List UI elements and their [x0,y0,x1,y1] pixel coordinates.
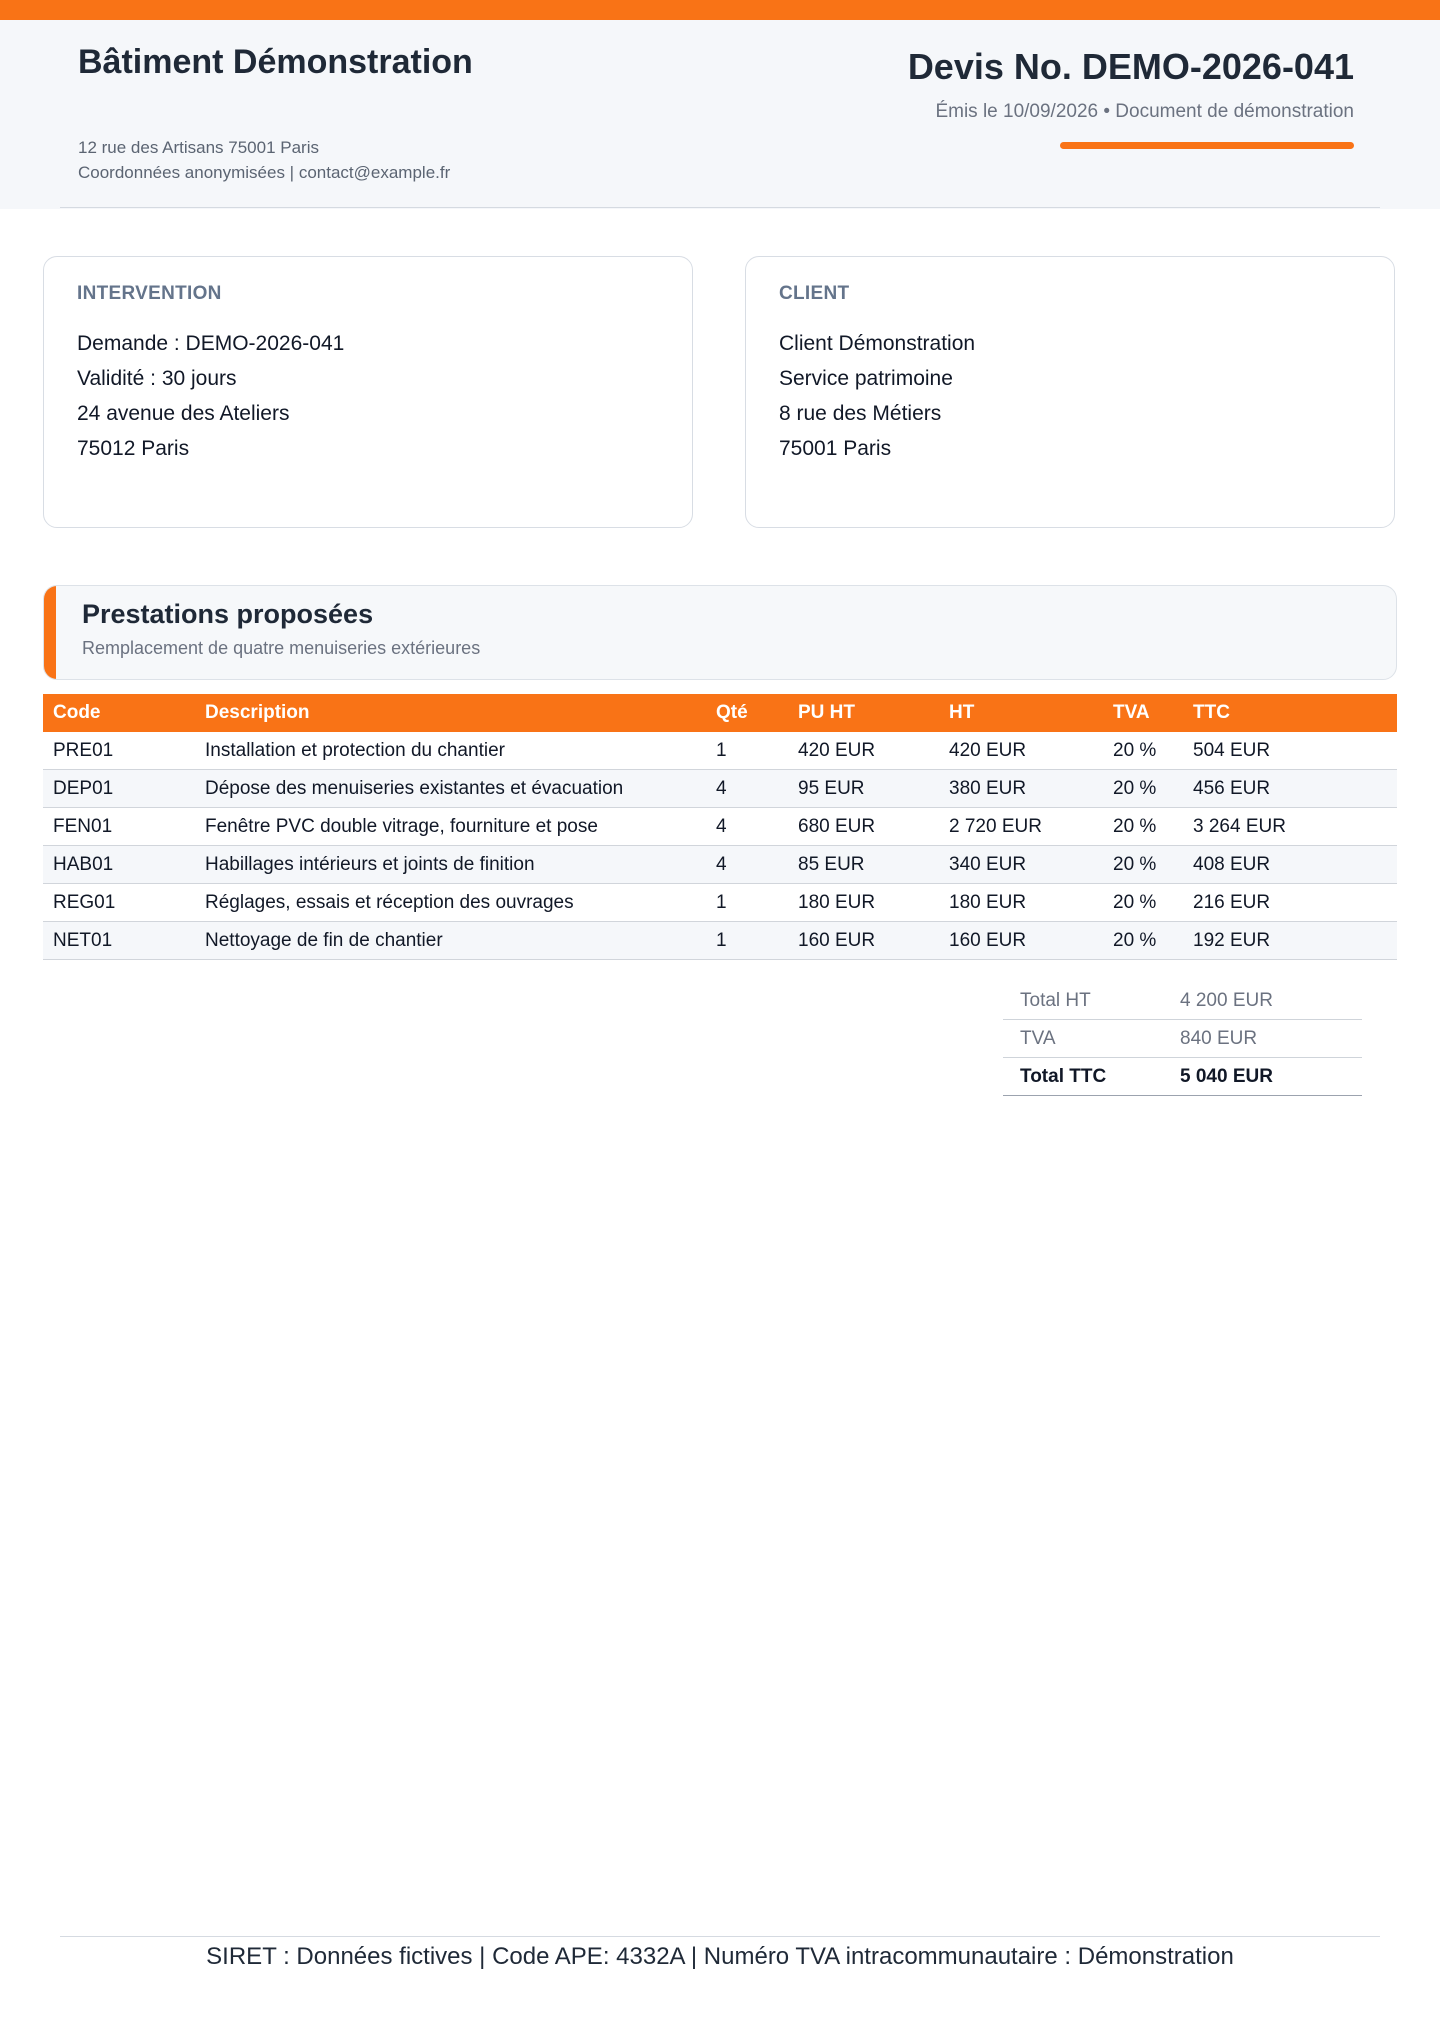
column-header-code: Code [43,694,195,732]
cell-description: Dépose des menuiseries existantes et évacuation [195,770,706,808]
cell-code: REG01 [43,884,195,922]
cell-description: Fenêtre PVC double vitrage, fourniture et pose [195,808,706,846]
table-row [43,922,1397,960]
cell-description: Nettoyage de fin de chantier [195,922,706,960]
column-header-quantity: Qté [706,694,788,732]
cell-code: HAB01 [43,846,195,884]
title-accent-line [1060,142,1354,149]
totals-table [1003,982,1362,1096]
cell-description: Installation et protection du chantier [195,732,706,770]
cell-unit-price: 680 EUR [788,808,939,846]
total-value: 5 040 EUR [1163,1058,1362,1096]
cell-tva: 20 % [1103,732,1183,770]
cell-ht: 160 EUR [939,922,1103,960]
cell-ttc: 504 EUR [1183,732,1397,770]
cell-ht: 2 720 EUR [939,808,1103,846]
cell-ht: 420 EUR [939,732,1103,770]
cell-quantity: 4 [706,770,788,808]
cell-code: NET01 [43,922,195,960]
cell-tva: 20 % [1103,770,1183,808]
company-address [78,135,450,185]
cell-ttc: 456 EUR [1183,770,1397,808]
cell-tva: 20 % [1103,846,1183,884]
cell-unit-price: 95 EUR [788,770,939,808]
cell-code: PRE01 [43,732,195,770]
cell-ttc: 3 264 EUR [1183,808,1397,846]
total-value: 4 200 EUR [1163,982,1362,1020]
cell-tva: 20 % [1103,884,1183,922]
company-name: Bâtiment Démonstration [78,43,473,81]
quote-title: Devis No. DEMO-2026-041 [907,46,1354,87]
cell-quantity: 1 [706,732,788,770]
cell-ttc: 216 EUR [1183,884,1397,922]
section-title: Prestations proposées [82,599,374,629]
table-row [43,846,1397,884]
cell-ttc: 192 EUR [1183,922,1397,960]
cell-unit-price: 420 EUR [788,732,939,770]
cell-quantity: 1 [706,922,788,960]
services-section-header [43,585,1397,680]
intervention-line: 24 avenue des Ateliers [77,402,290,425]
total-label: TVA [1003,1020,1163,1058]
tva-row [1003,1020,1362,1058]
cell-ht: 180 EUR [939,884,1103,922]
client-heading: CLIENT [779,283,850,304]
cell-unit-price: 85 EUR [788,846,939,884]
cell-quantity: 4 [706,846,788,884]
cell-description: Habillages intérieurs et joints de finition [195,846,706,884]
header-divider [60,207,1380,208]
cell-code: DEP01 [43,770,195,808]
total-ttc-row [1003,1058,1362,1096]
client-card [745,256,1395,528]
client-line: 75001 Paris [779,437,892,460]
column-header-ttc: TTC [1183,694,1397,732]
company-address-line: 12 rue des Artisans 75001 Paris [78,138,319,157]
cell-unit-price: 160 EUR [788,922,939,960]
intervention-heading: INTERVENTION [77,283,222,304]
intervention-line: Validité : 30 jours [77,367,237,390]
cell-code: FEN01 [43,808,195,846]
table-header-row [43,694,1397,732]
total-ht-row [1003,982,1362,1020]
cell-ht: 380 EUR [939,770,1103,808]
table-row [43,884,1397,922]
column-header-unit-price: PU HT [788,694,939,732]
cell-description: Réglages, essais et réception des ouvrages [195,884,706,922]
section-subtitle: Remplacement de quatre menuiseries extérieures [82,638,481,658]
intervention-line: Demande : DEMO-2026-041 [77,332,345,355]
cell-ttc: 408 EUR [1183,846,1397,884]
total-value: 840 EUR [1163,1020,1362,1058]
column-header-description: Description [195,694,706,732]
cell-ht: 340 EUR [939,846,1103,884]
footer-divider [60,1936,1380,1937]
column-header-ht: HT [939,694,1103,732]
client-line: Service patrimoine [779,367,953,390]
total-label: Total TTC [1003,1058,1163,1096]
cell-tva: 20 % [1103,808,1183,846]
cell-quantity: 1 [706,884,788,922]
top-accent-bar [0,0,1440,20]
intervention-card [43,256,693,528]
column-header-tva: TVA [1103,694,1183,732]
table-row [43,732,1397,770]
legal-footer: SIRET : Données fictives | Code APE: 4332A | Numéro TVA intracommunautaire : Démonstration [206,1943,1234,1970]
client-details [779,326,975,466]
line-items-table [43,694,1397,960]
table-row [43,808,1397,846]
intervention-details [77,326,344,466]
cell-tva: 20 % [1103,922,1183,960]
cell-unit-price: 180 EUR [788,884,939,922]
quote-meta: Émis le 10/09/2026 • Document de démonstration [935,101,1354,122]
section-accent-bar [44,586,56,680]
client-line: 8 rue des Métiers [779,402,942,425]
cell-quantity: 4 [706,808,788,846]
intervention-line: 75012 Paris [77,437,190,460]
client-line: Client Démonstration [779,332,976,355]
company-contact-line: Coordonnées anonymisées | contact@example.fr [78,163,451,182]
table-row [43,770,1397,808]
total-label: Total HT [1003,982,1163,1020]
